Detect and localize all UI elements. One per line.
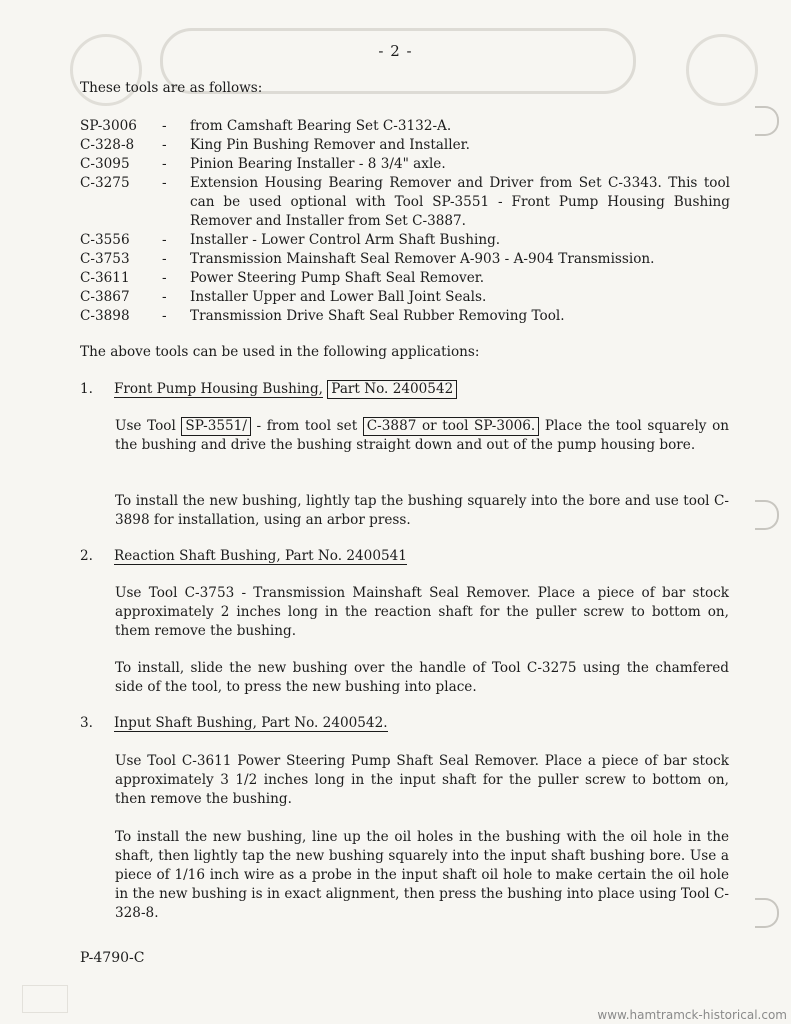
tool-dash: -	[162, 251, 167, 267]
section-3-removal-paragraph: Use Tool C-3611 Power Steering Pump Shaft Seal Remover. Place a piece of bar stock approximately 3 1/2 inches long in the input shaft for the puller screw to bottom on, then remove the bushing.	[115, 753, 729, 807]
tool-dash: -	[162, 308, 167, 324]
section-2-removal-paragraph: Use Tool C-3753 - Transmission Mainshaft Seal Remover. Place a piece of bar stock approximately 2 inches long in the reaction shaft for the puller screw to bottom on, them remove the bushing.	[115, 585, 729, 639]
section-1-install-paragraph: To install the new bushing, lightly tap the bushing squarely into the bore and use tool C-3898 for installation, using an arbor press.	[115, 493, 729, 528]
para-text: Use Tool	[115, 418, 176, 434]
section-title: Reaction Shaft Bushing, Part No. 2400541	[114, 548, 407, 564]
tool-description: Transmission Drive Shaft Seal Rubber Removing Tool.	[190, 308, 565, 324]
section-3-heading	[80, 714, 388, 733]
tool-description: Power Steering Pump Shaft Seal Remover.	[190, 270, 485, 286]
tool-dash: -	[162, 118, 167, 134]
binder-hole-bottom	[755, 898, 779, 928]
applications-intro: The above tools can be used in the following applications:	[80, 344, 480, 360]
tool-description: Transmission Mainshaft Seal Remover A-903 - A-904 Transmission.	[190, 251, 655, 267]
section-part-number: Part No. 2400542	[327, 380, 457, 399]
tool-dash: -	[162, 289, 167, 305]
tool-dash: -	[162, 270, 167, 286]
binder-hole-top	[755, 106, 779, 136]
show-through-stamp	[22, 985, 68, 1013]
tool-code: SP-3006	[80, 118, 137, 134]
section-number: 1.	[80, 381, 93, 397]
tool-code: C-3095	[80, 156, 130, 172]
section-1-removal-paragraph	[115, 417, 729, 455]
para-text: - from tool set	[250, 418, 358, 434]
tools-intro: These tools are as follows:	[80, 80, 263, 96]
tool-dash: -	[162, 156, 167, 172]
binder-hole-middle	[755, 500, 779, 530]
tool-dash: -	[162, 232, 167, 248]
tool-code: C-328-8	[80, 137, 135, 153]
section-title: Input Shaft Bushing, Part No. 2400542.	[114, 715, 388, 731]
section-number: 3.	[80, 715, 93, 731]
form-number: P-4790-C	[80, 950, 145, 966]
section-title: Front Pump Housing Bushing,	[114, 381, 323, 397]
tool-code: C-3898	[80, 308, 130, 324]
tool-code: C-3556	[80, 232, 130, 248]
page-number: - 2 -	[378, 42, 413, 60]
tool-code: C-3611	[80, 270, 130, 286]
tool-description: from Camshaft Bearing Set C-3132-A.	[190, 118, 452, 134]
tool-description: Installer - Lower Control Arm Shaft Bushing.	[190, 232, 501, 248]
section-2-heading	[80, 547, 407, 566]
section-3-install-paragraph: To install the new bushing, line up the oil holes in the bushing with the oil hole in the shaft, then lightly tap the new bushing squarely into the input shaft bushing bore. Use a piece of 1/16 inch wire as a probe in the input shaft oil hole to make certain the oil hole in the new bushing is in exact alignment, then press the bushing into place using Tool C-328-8.	[115, 829, 729, 921]
tool-code: C-3753	[80, 251, 130, 267]
para-text: Place the tool squarely on the bushing and drive the bushing straight down and out of the pump housing bore.	[115, 418, 730, 453]
section-2-install-paragraph: To install, slide the new bushing over the handle of Tool C-3275 using the chamfered side of the tool, to press the new bushing into place.	[115, 660, 729, 695]
tool-description: Installer Upper and Lower Ball Joint Seals.	[190, 289, 487, 305]
tool-description: Extension Housing Bearing Remover and Driver from Set C-3343. This tool can be used optional with Tool SP-3551 - Front Pump Housing Bushing Remover and Installer from Set C-3887.	[190, 175, 730, 229]
tool-set-reference: C-3887 or tool SP-3006.	[363, 417, 539, 436]
tool-reference: SP-3551/	[181, 417, 250, 436]
tool-description: Pinion Bearing Installer - 8 3/4" axle.	[190, 156, 446, 172]
tool-code: C-3867	[80, 289, 130, 305]
section-number: 2.	[80, 548, 93, 564]
website-watermark: www.hamtramck-historical.com	[597, 1008, 787, 1022]
tool-dash: -	[162, 137, 167, 153]
tool-dash: -	[162, 175, 167, 191]
tool-code: C-3275	[80, 175, 130, 191]
tool-description: King Pin Bushing Remover and Installer.	[190, 137, 470, 153]
section-1-heading	[80, 380, 457, 399]
